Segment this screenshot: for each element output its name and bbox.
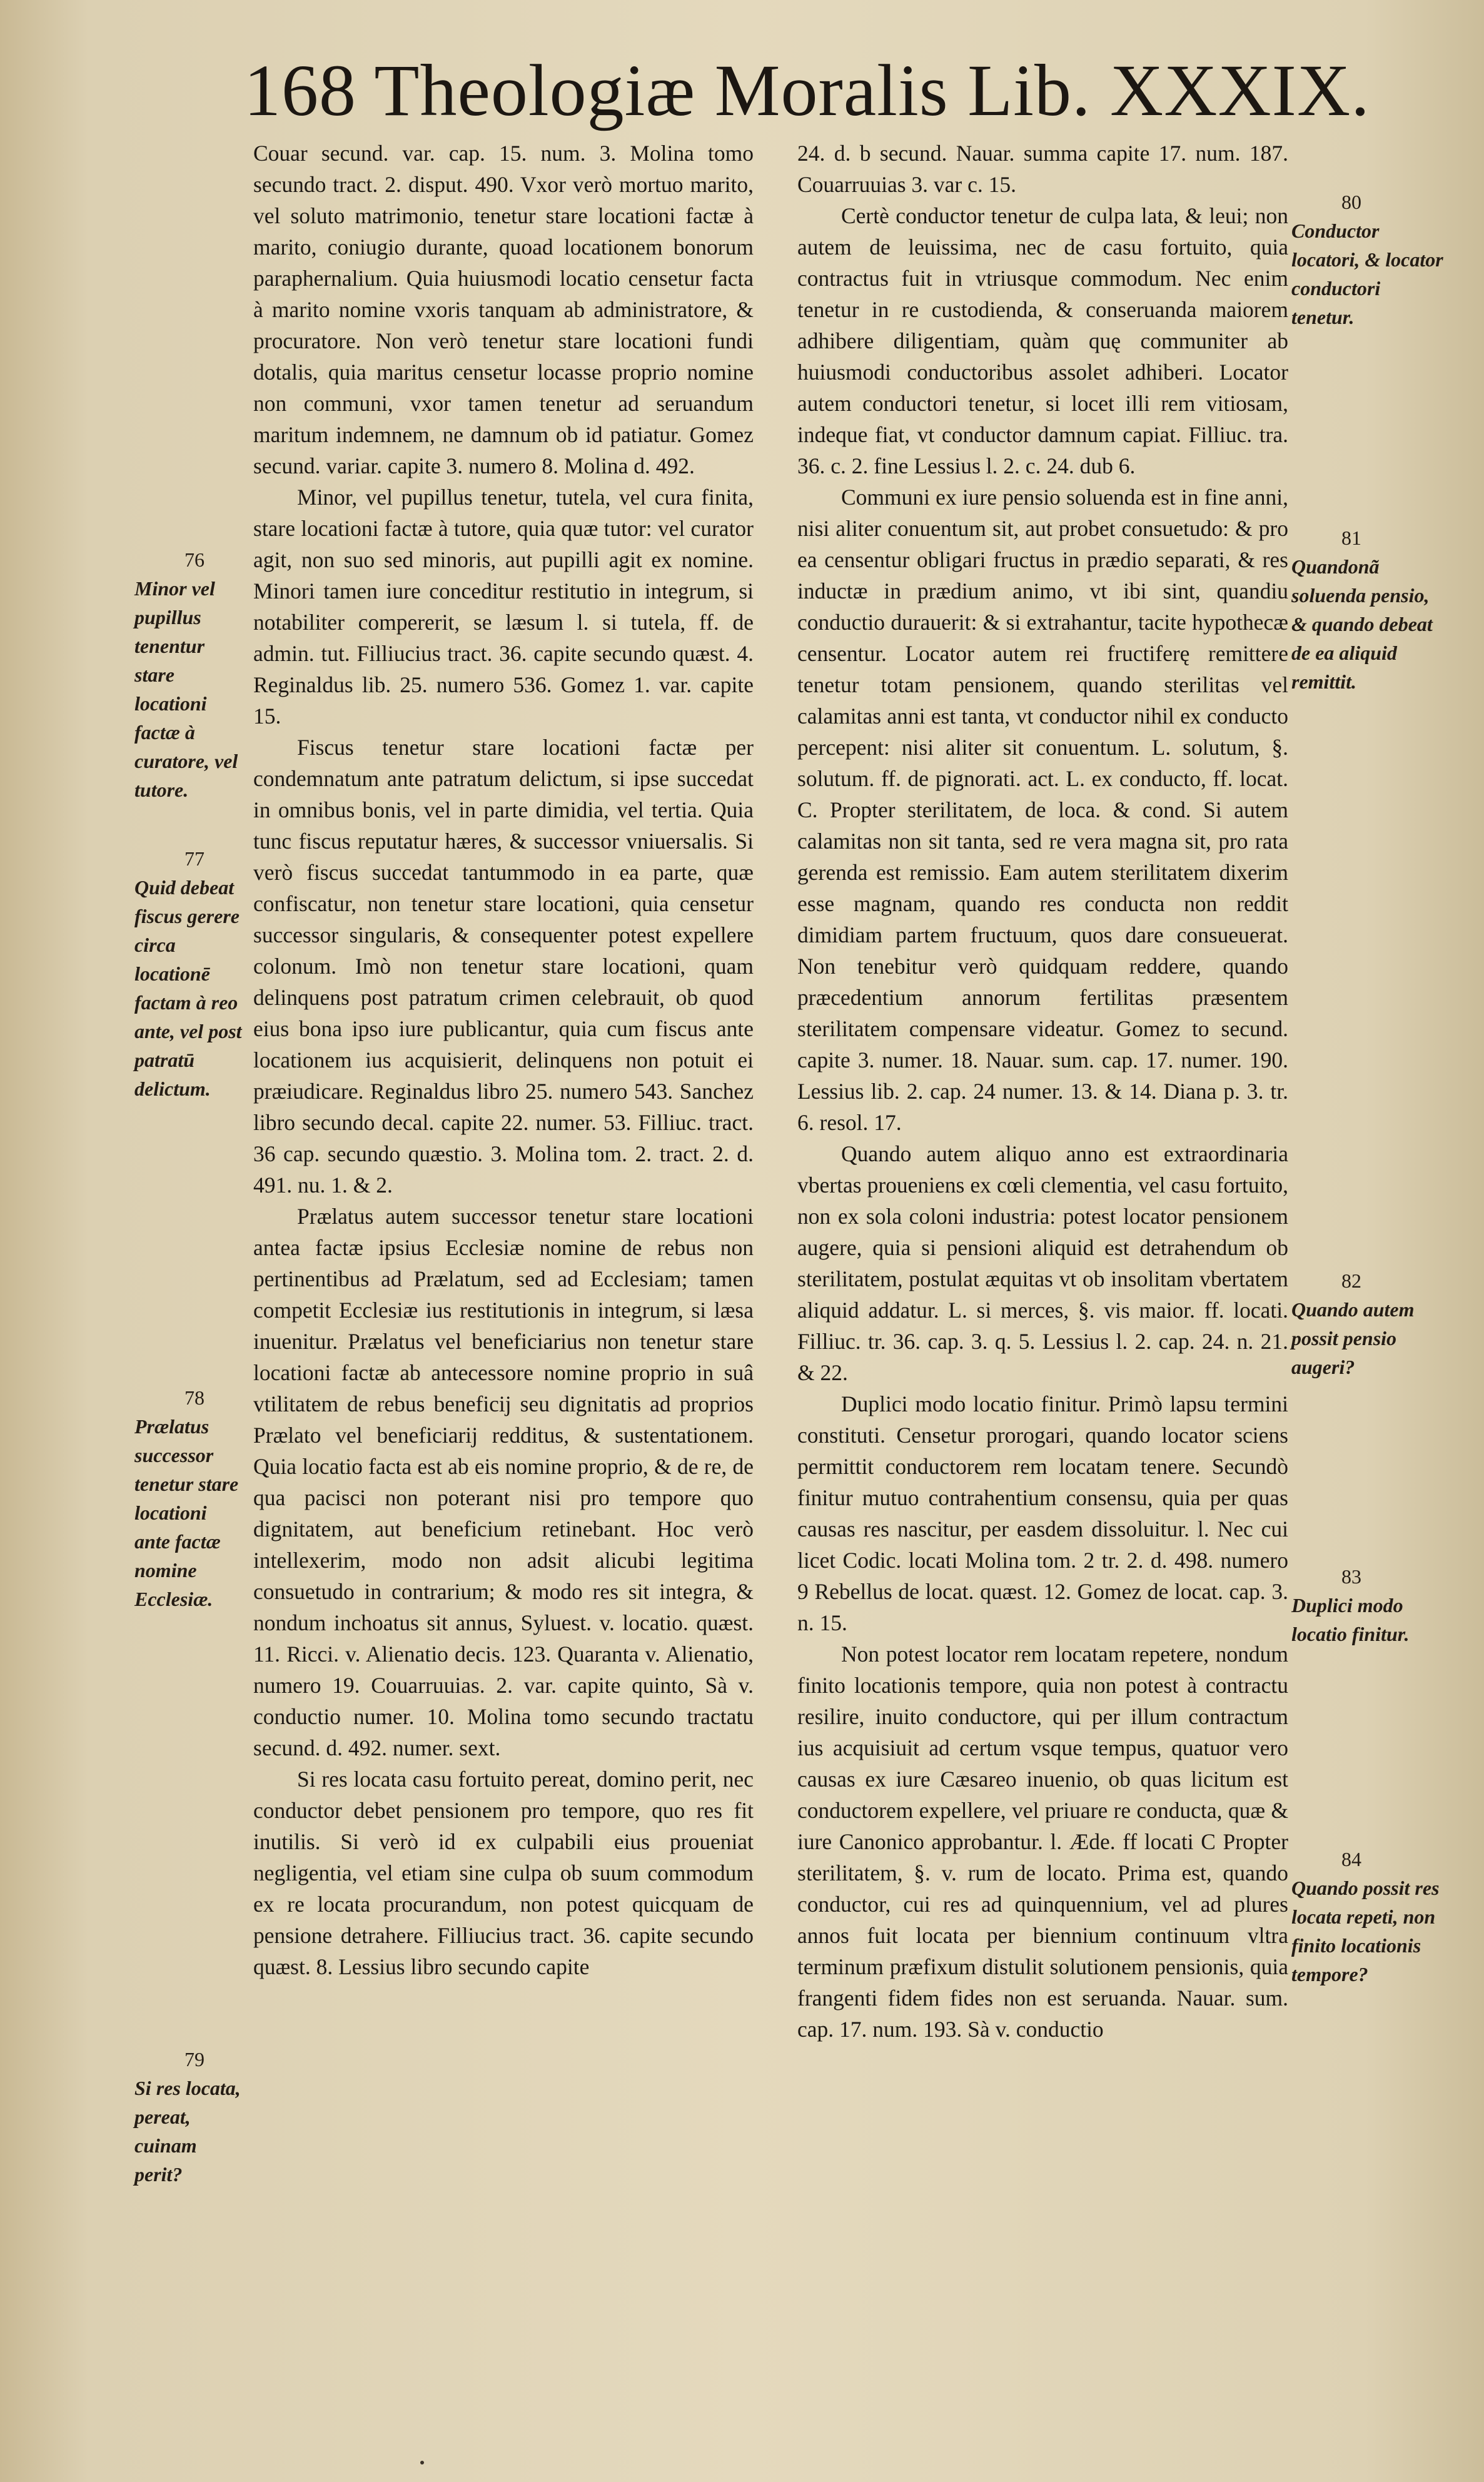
margin-note-number: 84 [1341,1848,1361,1870]
paragraph: Duplici modo locatio finitur. Primò lapsu termini constituti. Censetur prorogari, quando locator sciens permittit conductorem rem locatam tenere. Secundò finitur mutuo contrahentium consensu, quia per quas causas res nascitur, per easdem dissoluitur. l. Nec cui licet Codic. locati Molina tom. 2 tr. 2. d. 498. numero 9 Rebellus de locat. quæst. 12. Gomez de locat. cap. 3. n. 15. [797,1391,1288,1635]
paragraph: Certè conductor tenetur de culpa lata, & leui; non autem de leuissima, nec de casu fortuito, quia contractus fuit in vtriusque commodum. Nec enim tenetur in re custodienda, & conseruanda maiorem adhibere diligentiam, quàm quę communiter ab huiusmodi conductoribus assolet adhiberi. Locator autem conductori tenetur, si locet illi rem vitiosam, indeque fiat, vt conductor damnum capiat. Filliuc. tra. 36. c. 2. fine Lessius l. 2. c. 24. dub 6. [797,203,1288,478]
right-text-column [797,138,1288,2314]
paragraph: Fiscus tenetur stare locationi factæ per condemnatum ante patratum delictum, si ipse succedat in omnibus bonis, vel in parte dimidia, vel tertia. Quia tunc fiscus reputatur hæres, & successor vniuersalis. Si verò fiscus succedat tantummodo in ea parte, quæ confiscatur, non tenetur stare locationi, quia censetur successor singularis, & consequenter potest expellere colonum. Imò non tenetur stare locationi, quam delinquens post patratum crimen celebrauit, ob quod eius bona ipso iure publicantur, quia cum fiscus ante locationem ius acquisierit, delinquens non potuit ei præiudicare. Reginaldus libro 25. numero 543. Sanchez libro secundo decal. capite 22. numer. 53. Filliuc. tract. 36 cap. secundo quæstio. 3. Molina tom. 2. tract. 2. d. 491. nu. 1. & 2. [253,735,754,1198]
margin-note-text: Quandonã soluenda pensio, & quando debeat de ea aliquid remittit. [1291,555,1433,693]
margin-note-text: Duplici modo locatio finitur. [1291,1594,1410,1645]
page-header: 168 Theologiæ Moralis Lib. XXXIX. [244,49,1370,131]
paragraph: Couar secund. var. cap. 15. num. 3. Molina tomo secundo tract. 2. disput. 490. Vxor verò mortuo marito, vel soluto matrimonio, tenetur stare locationi factæ à marito, coniugio durante, quoad locationem bonorum paraphernalium. Quia huiusmodi locatio censetur facta à marito nomine vxoris tanquam ab administratore, & procuratore. Non verò tenetur stare locationi fundi dotalis, quia maritus censetur locasse proprio nomine non communi, vxor tamen tenetur ad seruandum maritum indemnem, ne damnum ob id patiatur. Gomez secund. variar. capite 3. numero 8. Molina d. 492. [253,141,754,478]
paragraph: Communi ex iure pensio soluenda est in fine anni, nisi aliter conuentum sit, aut probet consuetudo: & pro ea censentur obligari fructus in prædio separati, & res inductæ in prædium animo, vt ibi sint, quandiu conductio durauerit: & si extrahantur, tacite hypothecæ censentur. Locator autem rei fructiferę remittere tenetur totam pensionem, quando sterilitas vel calamitas anni est tanta, vt conductor nihil ex conducto percepent: nisi aliter sit conuentum. L. solutum, §. solutum. ff. de pignorati. act. L. ex conducto, ff. locat. C. Propter sterilitatem, de loca. & cond. Si autem calamitas non sit tanta, sed re vera magna sit, pro rata gerenda est remissio. Eam autem sterilitatem dixerim esse magnam, quando res conducta non reddit dimidiam partem fructuum, quos dare consueuerat. Non tenebitur verò quidquam reddere, quando præcedentium annorum fertilitas præsentem sterilitatem compensare videatur. Gomez to secund. capite 3. numer. 18. Nauar. sum. cap. 17. numer. 190. Lessius lib. 2. cap. 24 numer. 13. & 14. Diana p. 3. tr. 6. resol. 17. [797,485,1288,1135]
paragraph: Quando autem aliquo anno est extraordinaria vbertas proueniens ex cœli clementia, vel casu fortuito, non ex sola coloni industria: potest locator pensionem augere, quia si pensioni aliquid est detrahendum ob sterilitatem, postulat æquitas vt ob insolitam vbertatem aliquid addatur. L. si merces, §. vis maior. ff. locati. Filliuc. tr. 36. cap. 3. q. 5. Lessius l. 2. cap. 24. n. 21. & 22. [797,1141,1288,1385]
margin-note-79 [134,2045,244,2189]
paragraph: Si res locata casu fortuito pereat, domino perit, nec conductor debet pensionem pro tempore, quo res fit inutilis. Si verò id ex culpabili eius proueniat negligentia, vel etiam sine culpa ob suum commodum ex re locata procurandum, non potest quicquam de pensione detrahere. Filliucius tract. 36. capite secundo quæst. 8. Lessius libro secundo capite [253,1767,754,1979]
margin-note-82 [1291,1266,1448,1381]
margin-note-number: 83 [1341,1565,1361,1588]
margin-note-number: 76 [184,548,204,571]
margin-note-83 [1291,1562,1448,1648]
margin-note-text: Prælatus successor tenetur stare locationi ante factæ nomine Ecclesiæ. [134,1415,239,1610]
margin-note-number: 78 [184,1386,204,1409]
margin-note-80 [1291,188,1448,331]
left-text-column [253,138,754,2314]
margin-note-number: 81 [1341,527,1361,549]
margin-note-84 [1291,1845,1448,1989]
printer-mark [420,2461,424,2464]
paragraph: Prælatus autem successor tenetur stare locationi antea factæ ipsius Ecclesiæ nomine de rebus non pertinentibus ad Prælatum, sed ad Ecclesiam; tamen competit Ecclesiæ ius restitutionis in integrum, si læsa inuenitur. Prælatus vel beneficiarius non tenetur stare locationi factæ ab antecessore nomine proprio in suâ vtilitatem de rebus beneficij seu dignitatis ad proprios Prælato vel beneficiarij redditus, & sustentationem. Quia locatio facta est ab eis nomine proprio, & de re, de qua pacisci non poterant nisi pro tempore quo dignitatem, aut beneficium retinebant. Hoc verò intellexerim, modo non adsit alicubi legitima consuetudo in contrarium; & modo res sit integra, & nondum inchoatus sit annus, Syluest. v. locatio. quæst. 11. Ricci. v. Alienatio decis. 123. Quaranta v. Alienatio, numero 19. Couarruuias. 2. var. capite quinto, Sà v. conductio numer. 10. Molina tomo secundo tractatu secund. d. 492. numer. sext. [253,1204,754,1760]
paragraph: Non potest locator rem locatam repetere, nondum finito locationis tempore, quia non potest à contractu resilire, inuito conductore, qui per illum contractum ius acquisiuit ad certum vsque tempus, quatuor vero causas ex iure Cæsareo inuenio, ob quas licitum est conductorem expellere, vel priuare re conducta, quæ & iure Canonico approbantur. l. Æde. ff locati C Propter sterilitatem, §. v. rum de locato. Prima est, quando conductor, cui res ad quinquennium, vel ad plures annos fuit locata per biennium continuum vltra terminum præfixum distulit solutionem pensionis, quia frangenti fidem fides non est seruanda. Nauar. sum. cap. 17. num. 193. Sà v. conductio [797,1642,1288,2042]
margin-note-78 [134,1383,244,1613]
margin-note-text: Quid debeat fiscus gerere circa locationē factam à reo ante, vel post patratū delictum. [134,876,242,1100]
margin-note-text: Si res locata, pereat, cuinam perit? [134,2077,241,2186]
margin-note-text: Minor vel pupillus tenentur stare locationi factæ à curatore, vel tutore. [134,577,238,801]
margin-note-text: Quando possit res locata repeti, non finito locationis tempore? [1291,1877,1440,1985]
paragraph: Minor, vel pupillus tenetur, tutela, vel cura finita, stare locationi factæ à tutore, quia quæ tutor: vel curator agit, non suo sed minoris, aut pupilli agit ex nomine. Minori tamen iure conceditur restitutio in integrum, si notabiliter compererit, se læsum l. si tutela, ff. de admin. tut. Filliucius tract. 36. capite secundo quæst. 4. Reginaldus lib. 25. numero 536. Gomez 1. var. capite 15. [253,485,754,729]
margin-note-text: Quando autem possit pensio augeri? [1291,1298,1415,1378]
margin-note-number: 79 [184,2048,204,2071]
margin-note-text: Conductor locatori, & locator conductori tenetur. [1291,219,1443,328]
margin-note-number: 77 [184,847,204,870]
margin-note-number: 82 [1341,1269,1361,1292]
paragraph: 24. d. b secund. Nauar. summa capite 17. num. 187. Couarruuias 3. var c. 15. [797,141,1288,197]
margin-note-81 [1291,523,1448,696]
margin-note-77 [134,844,244,1103]
margin-note-76 [134,545,244,804]
margin-note-number: 80 [1341,191,1361,213]
